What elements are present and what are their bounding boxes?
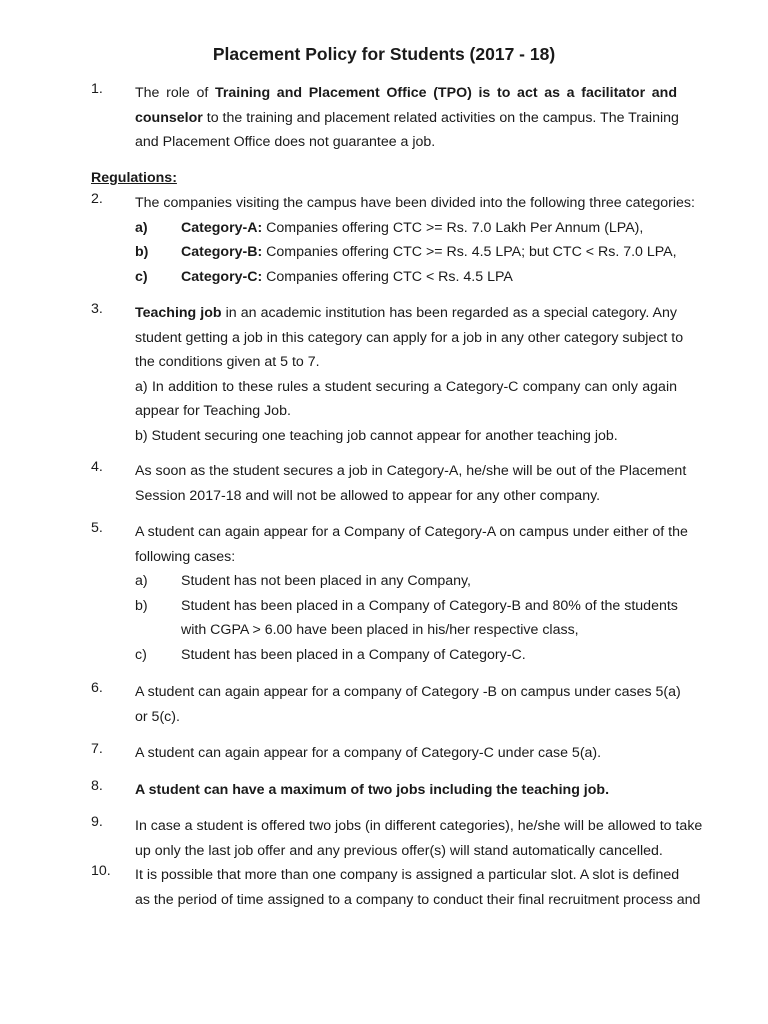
page-title: Placement Policy for Students (2017 - 18) — [212, 44, 556, 64]
item-number: 9. — [91, 814, 103, 830]
text-line: A student can have a maximum of two jobs including the teaching job. — [135, 782, 610, 798]
item-body — [135, 863, 701, 912]
text-line: It is possible that more than one company is assigned a particular slot. A slot is defined — [135, 867, 680, 883]
item-body — [135, 778, 677, 803]
text-line: the conditions given at 5 to 7. — [135, 354, 320, 370]
item-number: 7. — [91, 741, 103, 757]
case-a: a) Student has not been placed in any Company, — [135, 573, 471, 589]
text-line: counselor to the training and placement related activities on the campus. The Training — [135, 109, 679, 126]
text-line: a) In addition to these rules a student securing a Category-C company can only again — [135, 378, 677, 395]
item-body — [135, 301, 684, 448]
text-line: Session 2017-18 and will not be allowed to appear for any other company. — [135, 487, 601, 504]
item-number: 3. — [91, 301, 103, 317]
item-body — [135, 520, 688, 667]
item-number: 4. — [91, 459, 103, 475]
case-b: b) Student has been placed in a Company of Category-B and 80% of the students — [135, 597, 678, 614]
text-line: The companies visiting the campus have been divided into the following three categories: — [135, 195, 695, 211]
text-line: and Placement Office does not guarantee a job. — [135, 134, 436, 150]
text-line: following cases: — [135, 548, 236, 565]
item-number: 6. — [91, 680, 103, 696]
item-body — [135, 680, 681, 729]
text-line: student getting a job in this category can apply for a job in any other category subject to — [135, 329, 684, 346]
text-line: As soon as the student secures a job in Category-A, he/she will be out of the Placement — [135, 463, 687, 479]
text-line: or 5(c). — [135, 708, 180, 725]
text-line: A student can again appear for a company of Category -B on campus under cases 5(a) — [135, 684, 681, 700]
item-number: 8. — [91, 778, 103, 794]
item-number: 5. — [91, 520, 103, 536]
text-line: appear for Teaching Job. — [135, 403, 291, 419]
item-body — [135, 741, 677, 766]
item-body — [135, 81, 677, 155]
category-a: a) Category-A: Companies offering CTC >= Rs. 7.0 Lakh Per Annum (LPA), — [135, 219, 644, 236]
text-line: as the period of time assigned to a company to conduct their final recruitment process and — [135, 891, 701, 908]
category-b: b) Category-B: Companies offering CTC >= Rs. 4.5 LPA; but CTC < Rs. 7.0 LPA, — [135, 244, 677, 260]
regulations-heading: Regulations: — [91, 170, 177, 186]
text-line: Teaching job in an academic institution has been regarded as a special category. Any — [135, 305, 677, 321]
text-line: A student can again appear for a Company of Category-A on campus under either of the — [135, 524, 688, 540]
item-body — [135, 191, 695, 289]
case-b-continued: with CGPA > 6.00 have been placed in his/her respective class, — [181, 622, 579, 638]
case-c: c) Student has been placed in a Company of Category-C. — [135, 646, 526, 663]
item-number: 10. — [91, 863, 111, 879]
item-number: 2. — [91, 191, 103, 207]
category-c: c) Category-C: Companies offering CTC < Rs. 4.5 LPA — [135, 268, 513, 285]
text-line: b) Student securing one teaching job cannot appear for another teaching job. — [135, 427, 618, 444]
text-line: A student can again appear for a company of Category-C under case 5(a). — [135, 745, 602, 761]
text-line: The role of Training and Placement Office (TPO) is to act as a facilitator and — [135, 85, 677, 101]
text-line: up only the last job offer and any previous offer(s) will stand automatically cancelled. — [135, 842, 663, 859]
item-number: 1. — [91, 81, 103, 97]
item-body — [135, 814, 703, 863]
text-line: In case a student is offered two jobs (in different categories), he/she will be allowed to take — [135, 818, 703, 834]
item-body — [135, 459, 687, 508]
